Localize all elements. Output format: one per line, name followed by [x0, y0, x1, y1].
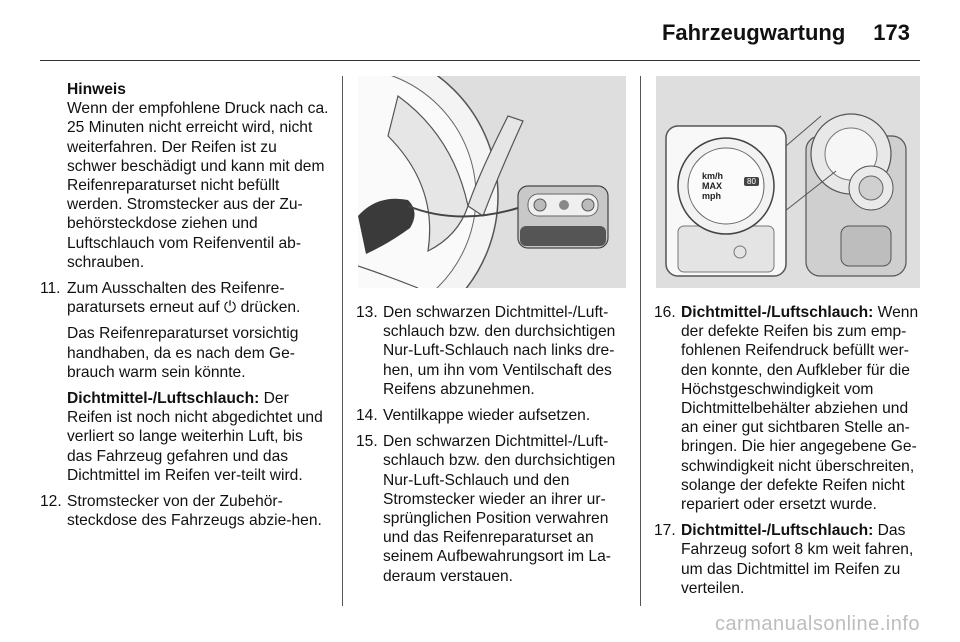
note-box: [40, 80, 330, 272]
step-13: [356, 303, 626, 399]
sticker-mph: mph: [702, 191, 721, 201]
step-text: Den schwarzen Dichtmittel-/Luft-schlauch bzw. den durchsichtigen Nur-Luft-Schlauch nach links dre-hen, um ihn vom Ventilschaft des Reifens abzunehmen.: [383, 304, 616, 398]
label-text: Das Fahrzeug sofort 8 km weit fahren, um das Dichtmittel im Reifen zu verteilen.: [681, 522, 914, 597]
step-text-tertiary: [67, 389, 330, 485]
step-15: [356, 432, 626, 586]
step-16: [654, 303, 920, 514]
page-number: 173: [873, 20, 910, 45]
step-number: 17.: [654, 522, 676, 540]
step-text-secondary: Das Reifenreparaturset vorsichtig handhaben, da es nach dem Ge-brauch warm sein könnte.: [67, 325, 299, 381]
note-title: Hinweis: [67, 81, 126, 98]
bold-label: Dichtmittel-/Luftschlauch:: [681, 304, 874, 321]
step-text: Ventilkappe wieder aufsetzen.: [383, 407, 591, 425]
sticker-text: [702, 171, 723, 201]
step-text: Zum Ausschalten des Reifenre-paratursets erneut auf ⏻ drücken.: [67, 280, 301, 317]
bold-label: Dichtmittel-/Luftschlauch:: [67, 390, 260, 408]
step-11: [40, 279, 330, 485]
sticker-illustration: [656, 76, 920, 288]
step-number: 14.: [356, 407, 378, 425]
sticker-speed-badge: 80: [744, 177, 759, 186]
column-divider-right: [640, 76, 641, 606]
step-12: [40, 492, 330, 530]
note-text: Wenn der empfohlene Druck nach ca. 25 Minuten nicht erreicht wird, nicht weiterfahren. Der Reifen ist zu schwer beschädigt und kann mit dem Reifenreparaturset nicht befüllt werden. Stromstecker aus der Zu-behörsteckdose ziehen und Luftschlauch vom Reifenventil ab-schrauben.: [67, 100, 329, 271]
step-17: [654, 521, 920, 598]
step-14: [356, 406, 626, 425]
step-number: 12.: [40, 493, 62, 511]
label-text: Wenn der defekte Reifen bis zum emp-fohlenen Reifendruck befüllt wer-den konnte, den Aufkleber für die Höchstgeschwindigkeit vom Dichtmittelbehälter abziehen und an einer gut sichtbaren Stelle an-bringen. Die hier angegebene Ge-schwindigkeit nicht überschreiten, solange der defekte Reifen nicht repariert oder ersetzt wurde.: [681, 304, 919, 514]
step-text: [681, 521, 920, 598]
figure-wheel-compressor: [358, 76, 626, 288]
watermark: carmanualsonline.info: [714, 613, 920, 635]
header-rule: [40, 60, 920, 61]
sticker-kmh: km/h: [702, 171, 724, 181]
bold-label: Dichtmittel-/Luftschlauch:: [681, 522, 874, 540]
column-1: [40, 80, 330, 537]
step-number: 11.: [40, 280, 61, 298]
step-text: Stromstecker von der Zubehör-steckdose des Fahrzeugs abzie-hen.: [67, 493, 322, 530]
step-number: 16.: [654, 304, 676, 321]
step-text: [681, 303, 920, 514]
step-text: Den schwarzen Dichtmittel-/Luft-schlauch bzw. den durchsichtigen Nur-Luft-Schlauch und den Stromstecker wieder an ihrer ur-sprünglichen Position verwahren und das Reifenreparaturset an seinem Aufbewahrungsort im La-deraum verstauen.: [383, 433, 616, 585]
column-3: [654, 303, 920, 605]
column-2: [356, 303, 626, 593]
page-title: Fahrzeugwartung: [661, 20, 846, 45]
page-header: [662, 20, 910, 46]
label-text: Der Reifen ist noch nicht abgedichtet und verliert so lange weiterhin Luft, bis das Fahrzeug gefahren und das Dichtmittel im Reifen ver-teilt wird.: [67, 390, 323, 484]
column-divider-left: [342, 76, 343, 606]
figure-speed-sticker: [656, 76, 920, 288]
sticker-max: MAX: [702, 181, 722, 191]
wheel-compressor-illustration: [358, 76, 626, 288]
step-number: 15.: [356, 433, 378, 451]
step-number: 13.: [356, 304, 378, 321]
